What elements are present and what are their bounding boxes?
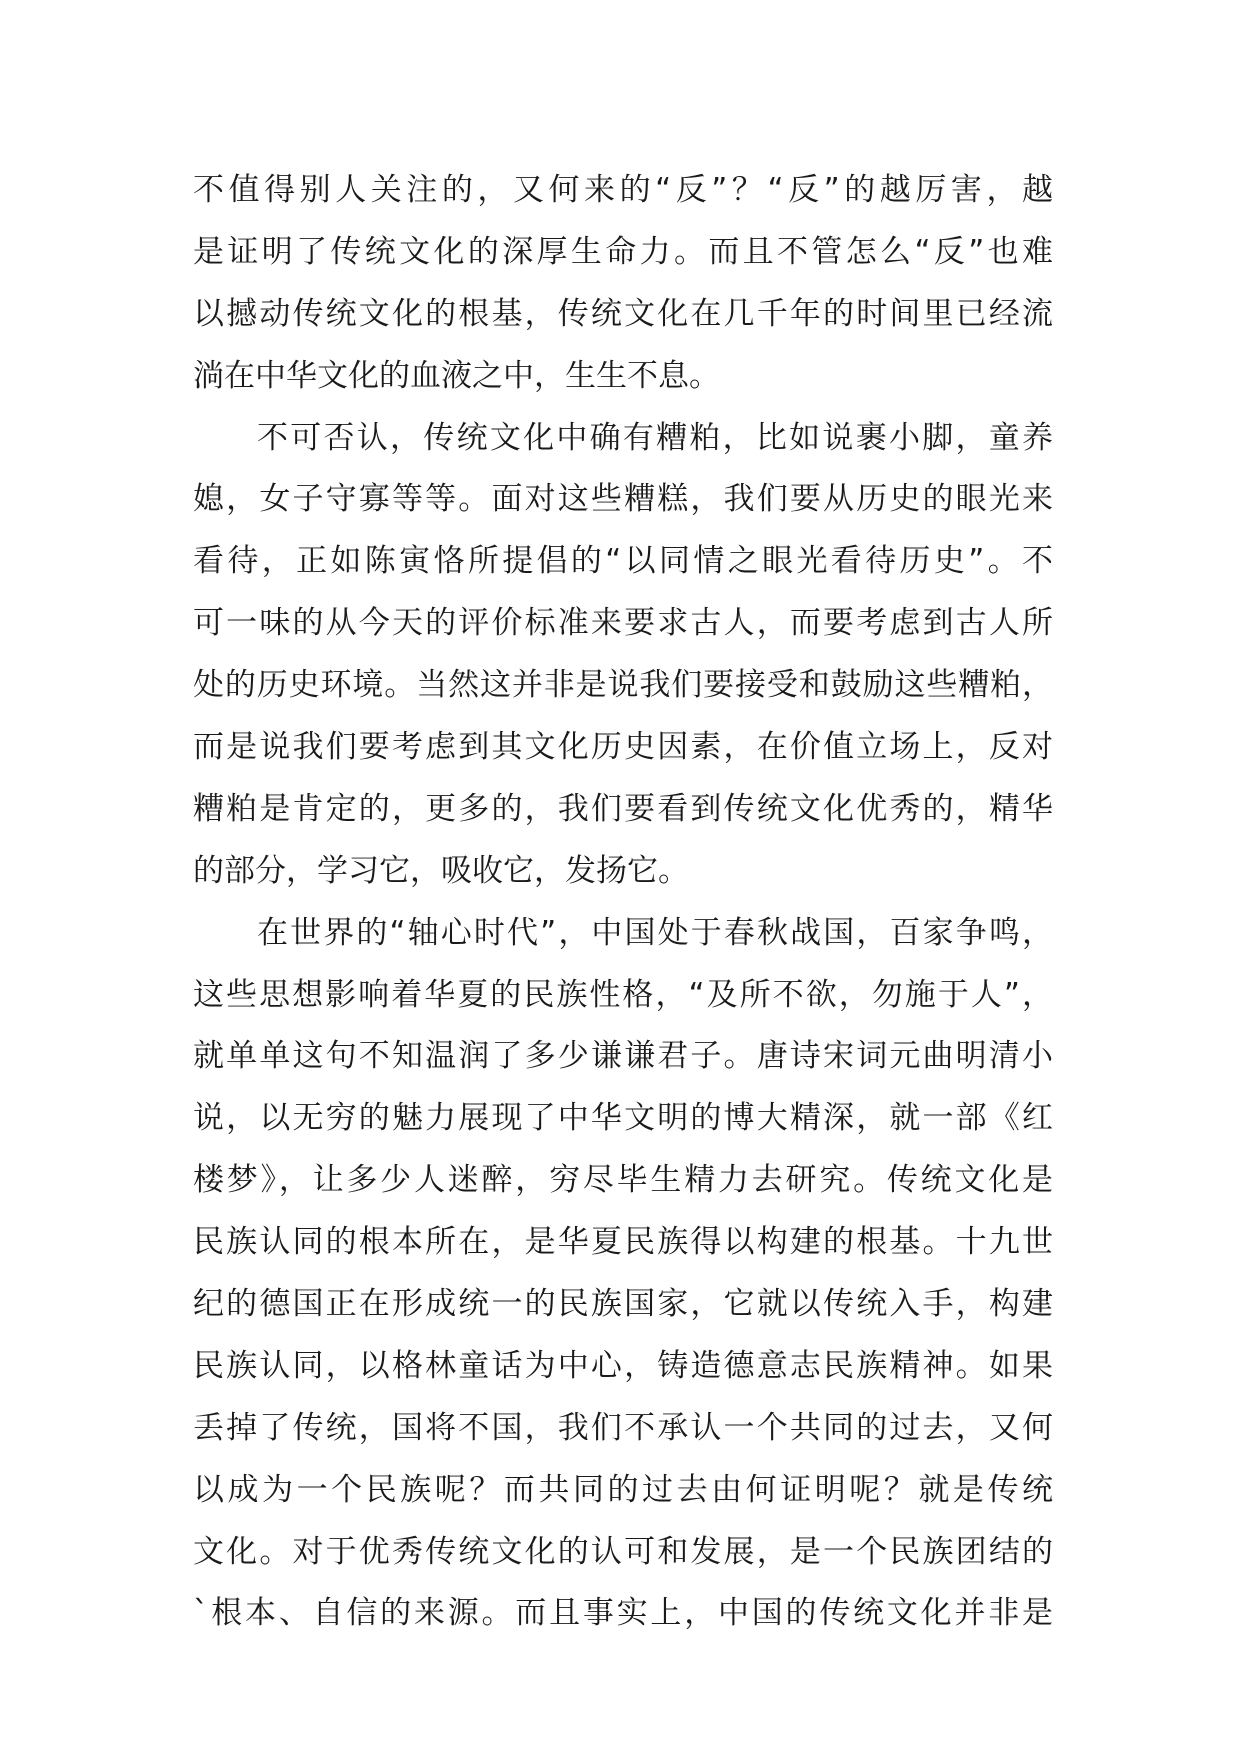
text-line: 是证明了传统文化的深厚生命力。而且不管怎么“反”也难: [193, 233, 1053, 270]
text-line: 丢掉了传统，国将不国，我们不承认一个共同的过去，又何: [193, 1409, 1053, 1446]
text-line: 的部分，学习它，吸收它，发扬它。: [193, 852, 689, 889]
paragraph-first-line: 在世界的“轴心时代”，中国处于春秋战国，百家争鸣，: [257, 914, 1053, 951]
text-line: 看待，正如陈寅恪所提倡的“以同情之眼光看待历史”。不: [193, 543, 1053, 580]
body-text: [193, 160, 1053, 1645]
text-line: 楼梦》，让多少人迷醉，穷尽毕生精力去研究。传统文化是: [193, 1162, 1053, 1199]
text-line: 就单单这句不知温润了多少谦谦君子。唐诗宋词元曲明清小: [193, 1038, 1053, 1075]
text-line: `根本、自信的来源。而且事实上，中国的传统文化并非是: [193, 1595, 1053, 1632]
text-line: 以撼动传统文化的根基，传统文化在几千年的时间里已经流: [193, 295, 1053, 332]
text-line: 以成为一个民族呢？而共同的过去由何证明呢？就是传统: [193, 1471, 1053, 1508]
text-line: 说，以无穷的魅力展现了中华文明的博大精深，就一部《红: [193, 1100, 1053, 1137]
text-line: 媳，女子守寡等等。面对这些糟糕，我们要从历史的眼光来: [193, 481, 1053, 518]
text-line: 民族认同，以格林童话为中心，铸造德意志民族精神。如果: [193, 1347, 1053, 1384]
text-line: 处的历史环境。当然这并非是说我们要接受和鼓励这些糟粕，: [193, 667, 1053, 704]
text-line: 民族认同的根本所在，是华夏民族得以构建的根基。十九世: [193, 1224, 1053, 1261]
text-line: 可一味的从今天的评价标准来要求古人，而要考虑到古人所: [193, 605, 1053, 642]
text-line: 淌在中华文化的血液之中，生生不息。: [193, 357, 720, 394]
text-line: 而是说我们要考虑到其文化历史因素，在价值立场上，反对: [193, 729, 1053, 766]
text-line: 文化。对于优秀传统文化的认可和发展，是一个民族团结的: [193, 1533, 1053, 1570]
paragraph-first-line: 不可否认，传统文化中确有糟粕，比如说裹小脚，童养: [257, 419, 1053, 456]
text-line: 纪的德国正在形成统一的民族国家，它就以传统入手，构建: [193, 1286, 1053, 1323]
text-line: 这些思想影响着华夏的民族性格，“及所不欲，勿施于人”，: [193, 976, 1053, 1013]
text-line: 糟粕是肯定的，更多的，我们要看到传统文化优秀的，精华: [193, 790, 1053, 827]
text-line: 不值得别人关注的，又何来的“反”？“反”的越厉害，越: [193, 172, 1053, 208]
